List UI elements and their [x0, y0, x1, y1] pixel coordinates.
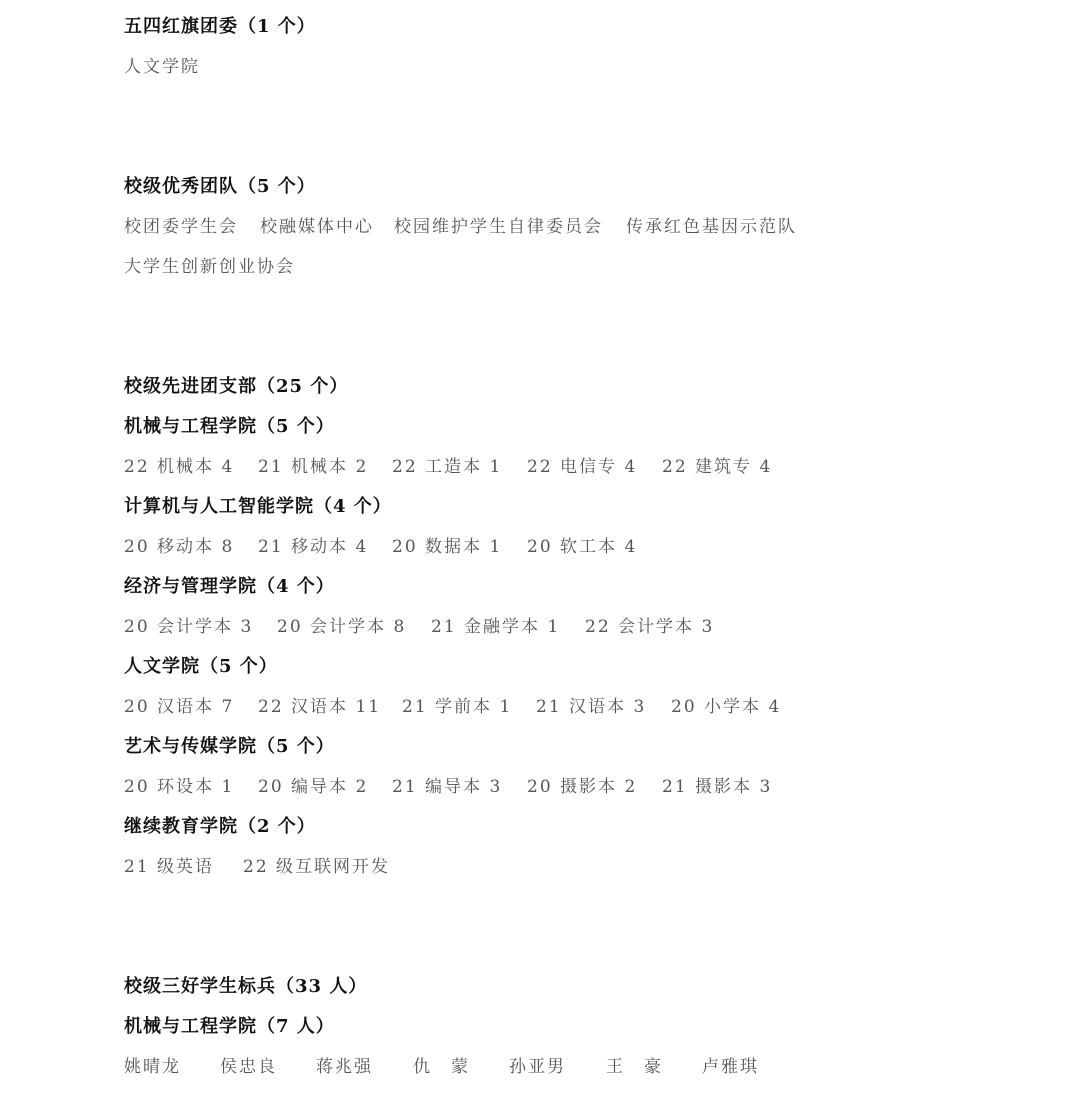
list-item: 21 移动本 4 [258, 537, 369, 557]
list-item: 20 编导本 2 [258, 777, 369, 797]
list-item: 20 数据本 1 [392, 537, 503, 557]
student-name: 蒋兆强 [316, 1057, 373, 1077]
list-item: 22 级互联网开发 [243, 857, 391, 877]
student-name: 王 豪 [606, 1057, 663, 1077]
section-title-team: 校级优秀团队（5 个） [124, 176, 316, 197]
group-title: 人文学院（5 个） [124, 656, 278, 677]
list-item: 20 软工本 4 [527, 537, 638, 557]
list-item: 22 机械本 4 [124, 457, 235, 477]
list-item: 校融媒体中心 [260, 217, 374, 237]
list-item: 22 会计学本 3 [585, 617, 715, 637]
list-item: 22 电信专 4 [527, 457, 638, 477]
list-item: 21 机械本 2 [258, 457, 369, 477]
section-title-branch: 校级先进团支部（25 个） [124, 376, 349, 397]
group-title: 机械与工程学院（7 人） [124, 1016, 335, 1037]
list-item: 22 工造本 1 [392, 457, 503, 477]
list-item: 21 金融学本 1 [431, 617, 561, 637]
student-name: 孙亚男 [509, 1057, 566, 1077]
list-item: 大学生创新创业协会 [124, 257, 295, 277]
list-item: 传承红色基因示范队 [626, 217, 797, 237]
list-item: 20 移动本 8 [124, 537, 235, 557]
student-name: 侯忠良 [220, 1057, 277, 1077]
list-item: 20 环设本 1 [124, 777, 235, 797]
student-name: 仇 蒙 [413, 1057, 470, 1077]
group-title: 机械与工程学院（5 个） [124, 416, 335, 437]
list-item: 20 小学本 4 [671, 697, 782, 717]
group-title: 艺术与传媒学院（5 个） [124, 736, 335, 757]
list-item: 人文学院 [124, 57, 200, 77]
list-item: 20 汉语本 7 [124, 697, 235, 717]
list-item: 20 摄影本 2 [527, 777, 638, 797]
group-title: 继续教育学院（2 个） [124, 816, 316, 837]
list-item: 21 汉语本 3 [536, 697, 647, 717]
student-name: 卢雅琪 [702, 1057, 759, 1077]
list-item: 22 汉语本 11 [258, 697, 382, 717]
group-title: 计算机与人工智能学院（4 个） [124, 496, 392, 517]
group-title: 经济与管理学院（4 个） [124, 576, 335, 597]
list-item: 21 学前本 1 [402, 697, 513, 717]
section-title-students: 校级三好学生标兵（33 人） [124, 976, 368, 997]
list-item: 21 编导本 3 [392, 777, 503, 797]
list-item: 校团委学生会 [124, 217, 238, 237]
list-item: 20 会计学本 8 [277, 617, 407, 637]
list-item: 20 会计学本 3 [124, 617, 254, 637]
list-item: 21 摄影本 3 [662, 777, 773, 797]
section-title-wusi: 五四红旗团委（1 个） [124, 16, 316, 37]
student-name: 姚晴龙 [124, 1057, 181, 1077]
list-item: 21 级英语 [124, 857, 215, 877]
list-item: 22 建筑专 4 [662, 457, 773, 477]
list-item: 校园维护学生自律委员会 [394, 217, 603, 237]
